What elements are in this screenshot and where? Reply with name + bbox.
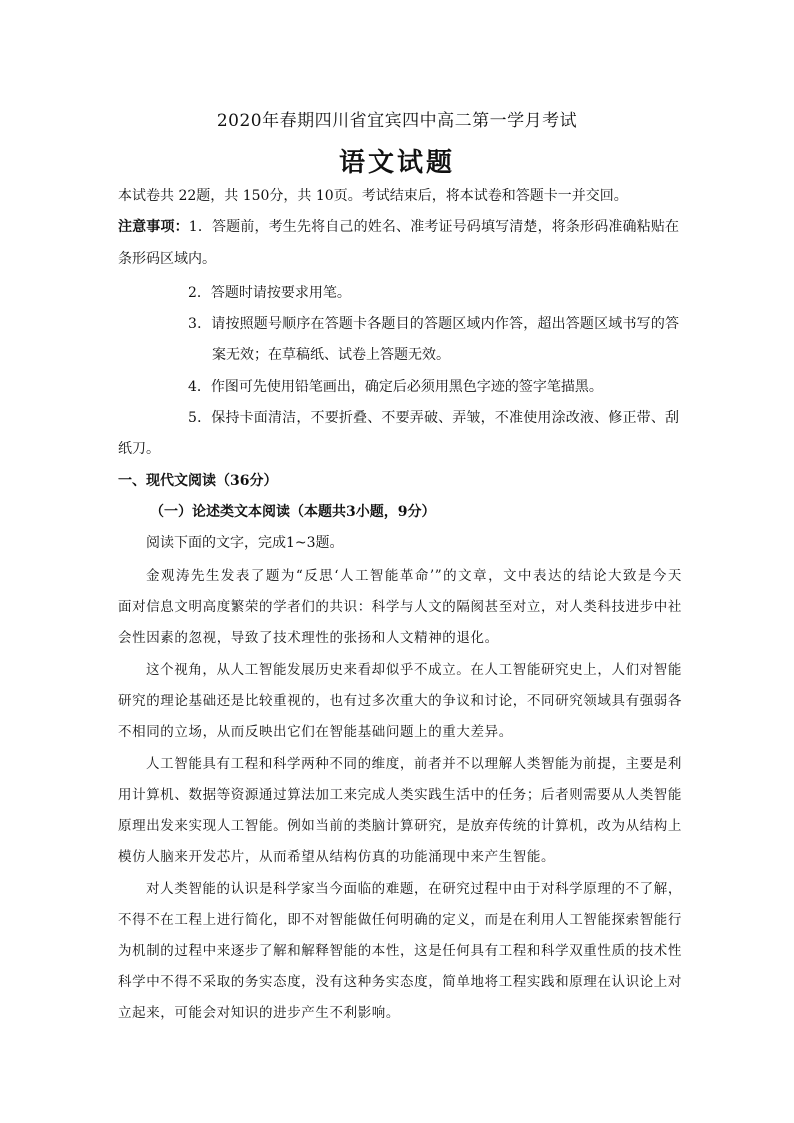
passage-p4-line1: 对人类智能的认识是科学家当今面临的难题，在研究过程中由于对科学原理的不了解， xyxy=(146,881,682,897)
passage-p4-line3: 为机制的过程中来逐步了解和解释智能的本性，这是任何具有工程和科学双重性质的技术性 xyxy=(118,943,682,959)
passage-p4-line5: 立起来，可能会对知识的进步产生不利影响。 xyxy=(118,1005,400,1021)
reading-instruction: 阅读下面的文字，完成1~3题。 xyxy=(146,535,344,551)
notice-item-1 xyxy=(118,216,679,236)
passage-p4-line2: 不得不在工程上进行简化，即不对智能做任何明确的定义，而是在利用人工智能探索智能行 xyxy=(118,912,682,928)
passage-p4-line4: 科学中不得不采取的务实态度，没有这种务实态度，简单地将工程实践和原理在认识论上对 xyxy=(118,974,682,990)
notice-item-1-text: 1．答题前，考生先将自己的姓名、准考证号码填写清楚，将条形码准确粘贴在 xyxy=(188,219,679,235)
passage-p3-line3: 原理出发来实现人工智能。例如当前的类脑计算研究，是放弃传统的计算机，改为从结构上 xyxy=(118,818,682,834)
passage-p2-line1: 这个视角，从人工智能发展历史来看却似乎不成立。在人工智能研究史上，人们对智能 xyxy=(146,662,682,678)
subject-title: 语文试题 xyxy=(338,148,455,178)
passage-p1-line1: 金观涛先生发表了题为“反思‘人工智能革命’”的文章，文中表达的结论大致是今天 xyxy=(146,568,682,584)
notice-item-3-cont: 案无效；在草稿纸、试卷上答题无效。 xyxy=(212,347,450,363)
section-heading: 一、现代文阅读（36分） xyxy=(118,473,278,489)
passage-p2-line2: 研究的理论基础还是比较重视的，也有过多次重大的争议和讨论，不同研究领域具有强弱各 xyxy=(118,693,682,709)
notice-item-4: 4．作图可先使用铅笔画出，确定后必须用黑色字迹的签字笔描黑。 xyxy=(188,379,603,395)
notice-item-2: 2．答题时请按要求用笔。 xyxy=(188,285,351,301)
notice-item-5-cont: 纸刀。 xyxy=(118,441,160,457)
passage-p3-line1: 人工智能具有工程和科学两种不同的维度，前者并不以理解人类智能为前提，主要是利 xyxy=(146,756,682,772)
passage-p1-line3: 会性因素的忽视，导致了技术理性的张扬和人文精神的退化。 xyxy=(118,630,499,646)
notice-item-1-cont: 条形码区域内。 xyxy=(118,251,216,267)
passage-p3-line4: 模仿人脑来开发芯片，从而希望从结构仿真的功能涌现中来产生智能。 xyxy=(118,849,556,865)
subsection-heading: （一）论述类文本阅读（本题共3小题，9分） xyxy=(150,504,436,520)
exam-title: 2020年春期四川省宜宾四中高二第一学月考试 xyxy=(216,111,578,131)
passage-p1-line2: 面对信息文明高度繁荣的学者们的共识：科学与人文的隔阂甚至对立，对人类科技进步中社 xyxy=(118,599,682,615)
passage-p3-line2: 用计算机、数据等资源通过算法加工来完成人类实践生活中的任务；后者则需要从人类智能 xyxy=(118,787,682,803)
notice-item-5: 5．保持卡面清洁，不要折叠、不要弄破、弄皱，不准使用涂改液、修正带、刮 xyxy=(188,410,679,426)
notice-label: 注意事项： xyxy=(118,219,189,235)
exam-intro: 本试卷共 22题，共 150分，共 10页。考试结束后，将本试卷和答题卡一并交回。 xyxy=(118,188,628,204)
passage-p2-line3: 不相同的立场，从而反映出它们在智能基础问题上的重大差异。 xyxy=(118,724,513,740)
notice-item-3: 3．请按照题号顺序在答题卡各题目的答题区域内作答，超出答题区域书写的答 xyxy=(188,316,679,332)
